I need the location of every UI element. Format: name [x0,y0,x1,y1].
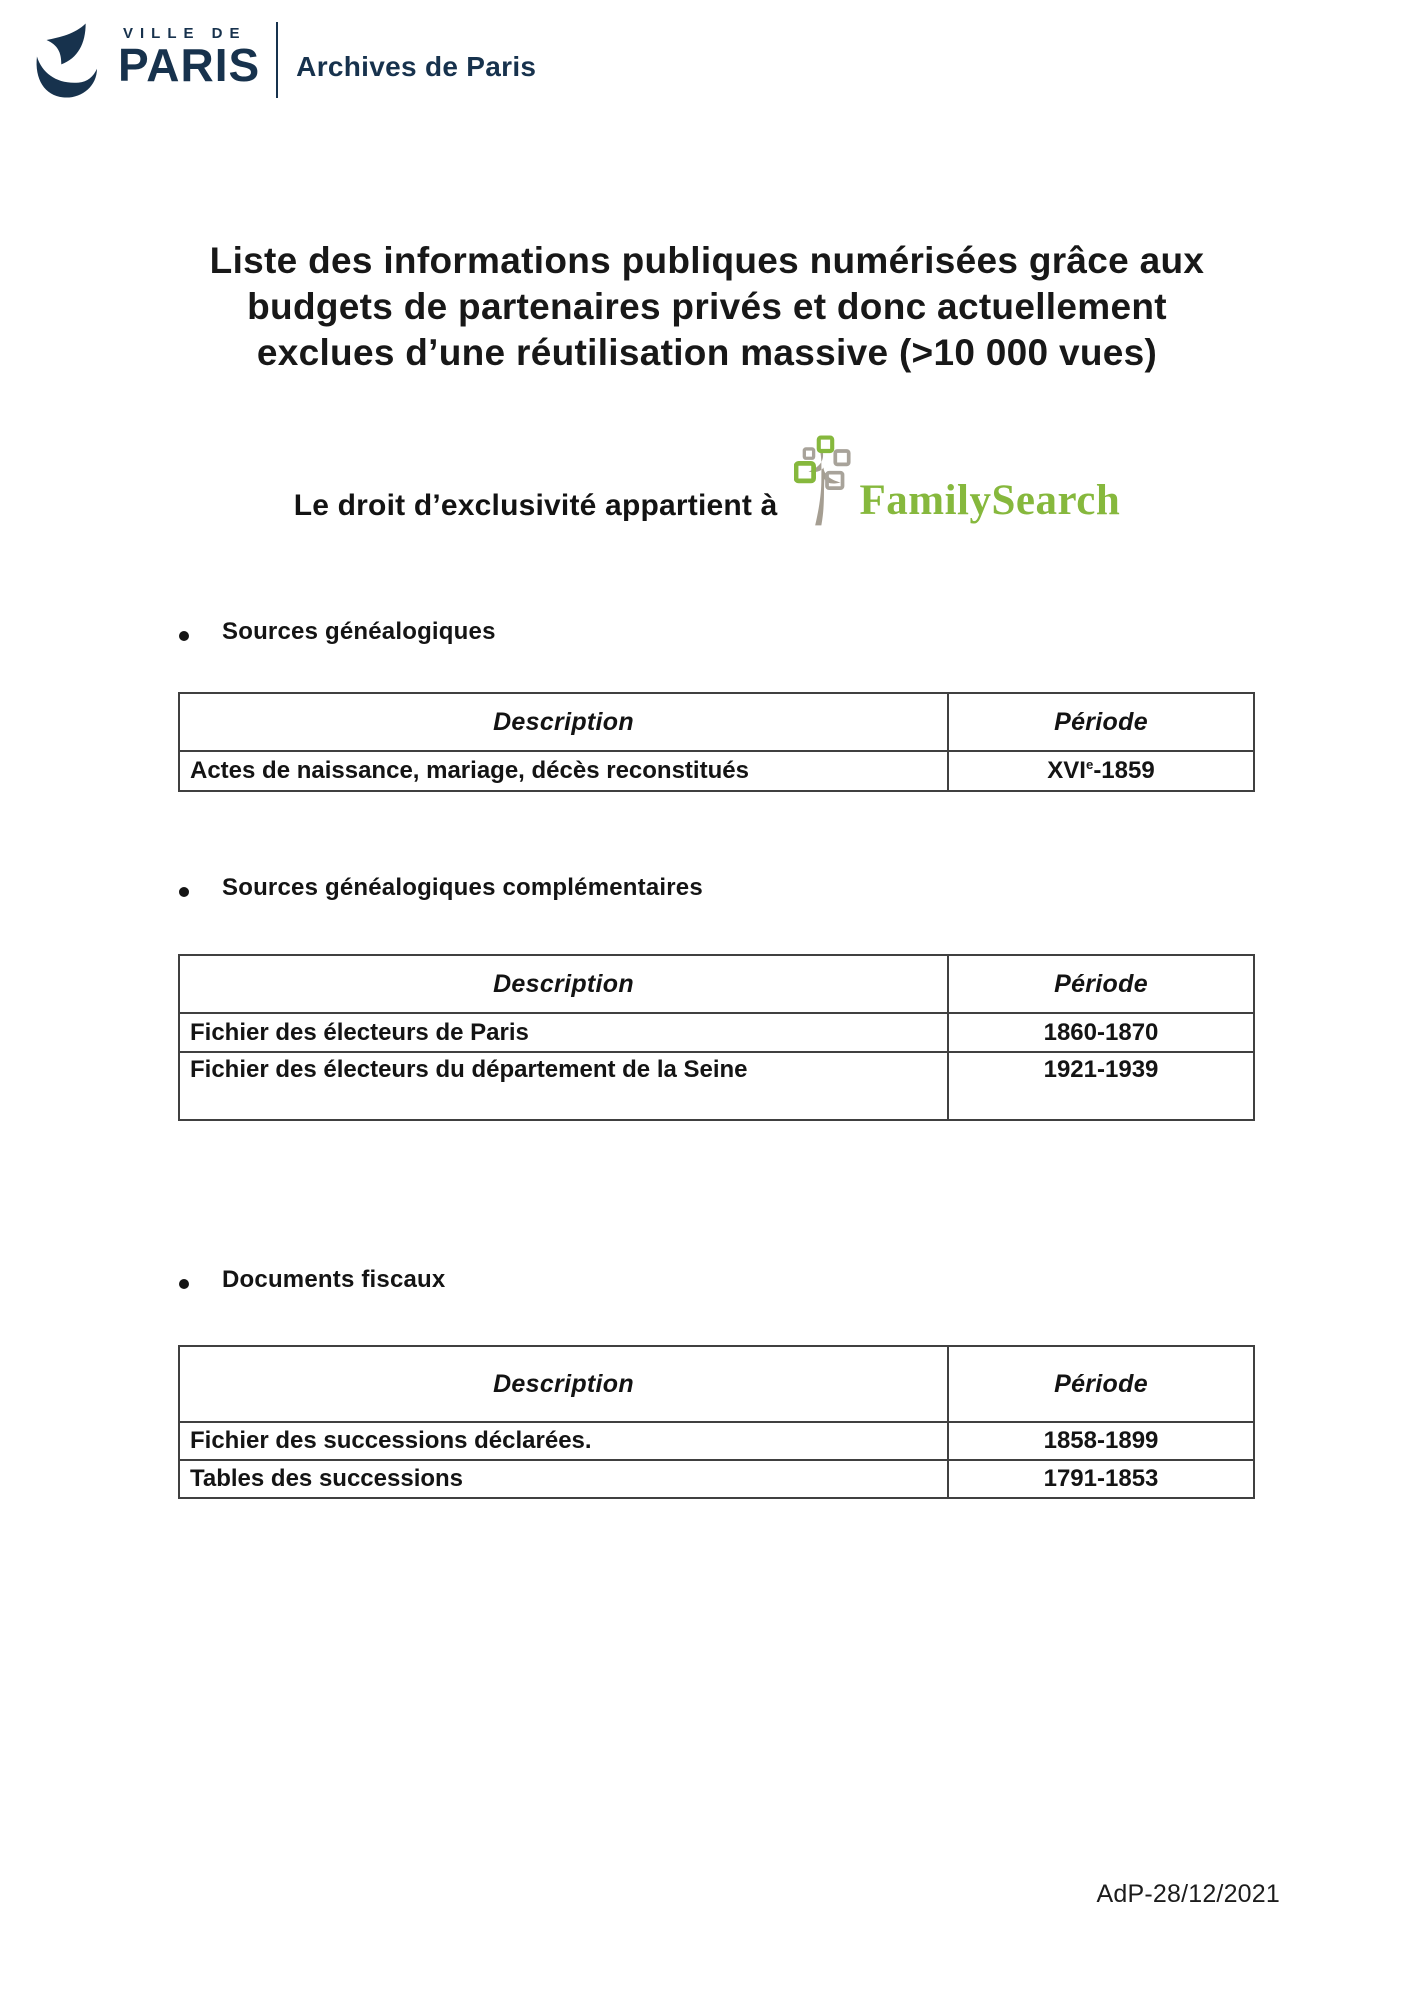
brand-wordmark [118,18,260,89]
period-superscript: e [1085,757,1094,772]
cell-period: 1921-1939 [948,1052,1254,1120]
column-header-period: Période [948,955,1254,1013]
table-header-row [179,693,1254,751]
cell-period [948,751,1254,791]
table-header-row [179,1346,1254,1422]
brand-divider [276,22,278,98]
bullet-dot-icon [179,1279,189,1289]
cell-description: Actes de naissance, mariage, décès reconstitués [179,751,948,791]
section-label-sources-complementaires: Sources généalogiques complémentaires [222,874,703,901]
brand-division-label: Archives de Paris [296,51,537,82]
table-row [179,1460,1254,1498]
title-line-2: budgets de partenaires privés et donc actuellement [247,286,1167,327]
table-row [179,1013,1254,1052]
exclusivity-text: Le droit d’exclusivité appartient à [293,489,778,522]
section-label-documents-fiscaux: Documents fiscaux [222,1266,446,1293]
brand-paris-text: PARIS [118,39,261,91]
column-header-period: Période [948,1346,1254,1422]
title-line-1: Liste des informations publiques numérisées grâce aux [209,240,1205,281]
familysearch-tree-icon [794,431,858,535]
cell-description: Fichier des successions déclarées. [179,1422,948,1460]
familysearch-wordmark: FamilySearch [859,477,1121,524]
cell-period: 1858-1899 [948,1422,1254,1460]
table-sources-complementaires [178,954,1255,1121]
table-sources-genealogiques [178,692,1255,792]
cell-period: 1791-1853 [948,1460,1254,1498]
table-row [179,1052,1254,1120]
table-documents-fiscaux [178,1345,1255,1499]
table-header-row [179,955,1254,1013]
boat-icon [30,18,110,102]
bullet-dot-icon [179,887,189,897]
period-suffix: -1859 [1093,757,1155,784]
page-title [0,238,1414,376]
column-header-description: Description [179,955,948,1013]
table-row [179,1422,1254,1460]
period-base: XVI [1047,757,1086,784]
cell-period: 1860-1870 [948,1013,1254,1052]
title-line-3: exclues d’une réutilisation massive (>10 000 vues) [256,332,1158,373]
exclusivity-line [0,425,1414,535]
brand-villede-text: VILLE DE [123,25,247,42]
footer-reference: AdP-28/12/2021 [1096,1880,1280,1908]
ville-de-paris-logo [30,18,536,102]
column-header-description: Description [179,693,948,751]
cell-description: Fichier des électeurs du département de la Seine [179,1052,948,1120]
cell-description: Fichier des électeurs de Paris [179,1013,948,1052]
cell-description: Tables des successions [179,1460,948,1498]
column-header-description: Description [179,1346,948,1422]
familysearch-logo [794,431,1121,535]
section-label-sources-genealogiques: Sources généalogiques [222,618,496,645]
column-header-period: Période [948,693,1254,751]
table-row [179,751,1254,791]
bullet-dot-icon [179,631,189,641]
